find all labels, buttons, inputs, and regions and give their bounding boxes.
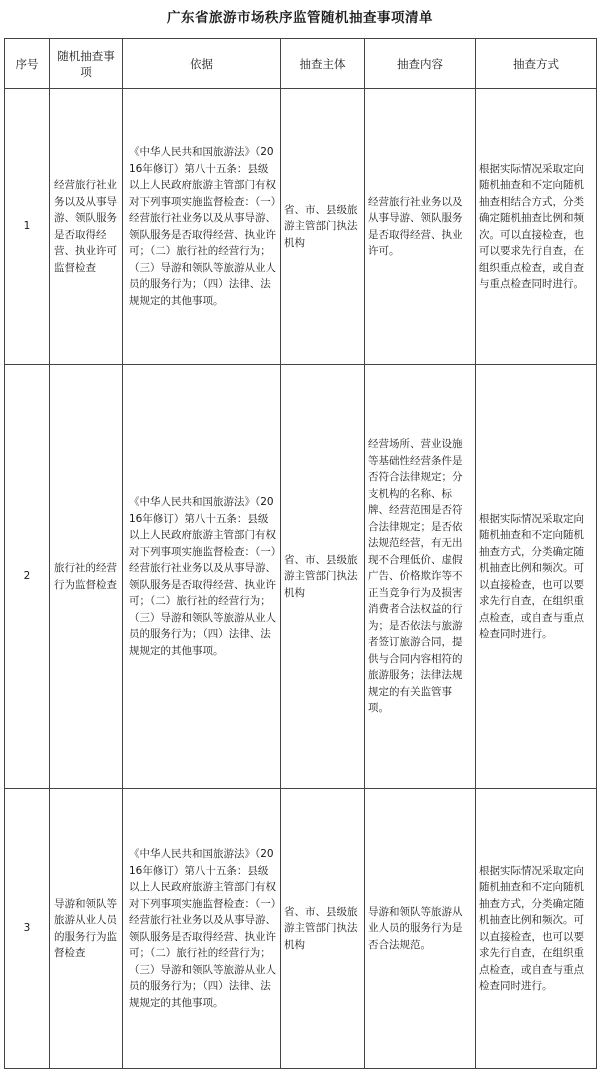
header-no: 序号 <box>5 39 50 89</box>
cell-no: 1 <box>5 89 50 365</box>
cell-item: 经营旅行社业务以及从事导游、领队服务是否取得经营、执业许可监督检查 <box>50 89 123 365</box>
cell-item: 旅行社的经营行为监督检查 <box>50 365 123 789</box>
header-content: 抽查内容 <box>365 39 476 89</box>
cell-basis: 《中华人民共和国旅游法》（2016年修订）第八十五条：县级以上人民政府旅游主管部门有权对下列事项实施监督检查：（一）经营旅行社业务以及从事导游、领队服务是否取得经营、执业许可；（二）旅行社的经营行为；（三）导游和领队等旅游从业人员的服务行为；（四）法律、法规规定的其他事项。 <box>123 365 281 789</box>
cell-subject: 省、市、县级旅游主管部门执法机构 <box>281 89 365 365</box>
cell-basis: 《中华人民共和国旅游法》（2016年修订）第八十五条：县级以上人民政府旅游主管部门有权对下列事项实施监督检查：（一）经营旅行社业务以及从事导游、领队服务是否取得经营、执业许可；（二）旅行社的经营行为；（三）导游和领队等旅游从业人员的服务行为；（四）法律、法规规定的其他事项。 <box>123 89 281 365</box>
cell-method: 根据实际情况采取定向随机抽查和不定向随机抽查方式，分类确定随机抽查比例和频次。可以直接检查，也可以要求先行自查，在组织重点检查，或自查与重点检查同时进行。 <box>476 789 597 1069</box>
header-method: 抽查方式 <box>476 39 597 89</box>
header-item: 随机抽查事项 <box>50 39 123 89</box>
cell-no: 2 <box>5 365 50 789</box>
table-header-row <box>5 39 597 89</box>
cell-subject: 省、市、县级旅游主管部门执法机构 <box>281 789 365 1069</box>
cell-item: 导游和领队等旅游从业人员的服务行为监督检查 <box>50 789 123 1069</box>
table-row <box>5 89 597 365</box>
cell-no: 3 <box>5 789 50 1069</box>
header-basis: 依据 <box>123 39 281 89</box>
cell-content: 导游和领队等旅游从业人员的服务行为是否合法规范。 <box>365 789 476 1069</box>
cell-method: 根据实际情况采取定向随机抽查和不定向随机抽查方式，分类确定随机抽查比例和频次。可以直接检查，也可以要求先行自查，在组织重点检查，或自查与重点检查同时进行。 <box>476 365 597 789</box>
cell-content: 经营旅行社业务以及从事导游、领队服务是否取得经营、执业许可。 <box>365 89 476 365</box>
inspection-table <box>4 38 597 1069</box>
cell-content: 经营场所、营业设施等基础性经营条件是否符合法律规定；分支机构的名称、标牌、经营范围是否符合法律规定；是否依法规范经营，有无出现不合理低价、虚假广告、价格欺诈等不正当竞争行为及损害消费者合法权益的行为；是否依法与旅游者签订旅游合同，提供与合同内容相符的旅游服务；法律法规规定的有关监管事项。 <box>365 365 476 789</box>
cell-subject: 省、市、县级旅游主管部门执法机构 <box>281 365 365 789</box>
table-row <box>5 789 597 1069</box>
header-subject: 抽查主体 <box>281 39 365 89</box>
document-title: 广东省旅游市场秩序监管随机抽查事项清单 <box>167 10 433 26</box>
cell-basis: 《中华人民共和国旅游法》（2016年修订）第八十五条：县级以上人民政府旅游主管部门有权对下列事项实施监督检查：（一）经营旅行社业务以及从事导游、领队服务是否取得经营、执业许可；（二）旅行社的经营行为；（三）导游和领队等旅游从业人员的服务行为；（四）法律、法规规定的其他事项。 <box>123 789 281 1069</box>
cell-method: 根据实际情况采取定向随机抽查和不定向随机抽查相结合方式，分类确定随机抽查比例和频次。可以直接检查，也可以要求先行自查，在组织重点检查，或自查与重点检查同时进行。 <box>476 89 597 365</box>
table-row <box>5 365 597 789</box>
